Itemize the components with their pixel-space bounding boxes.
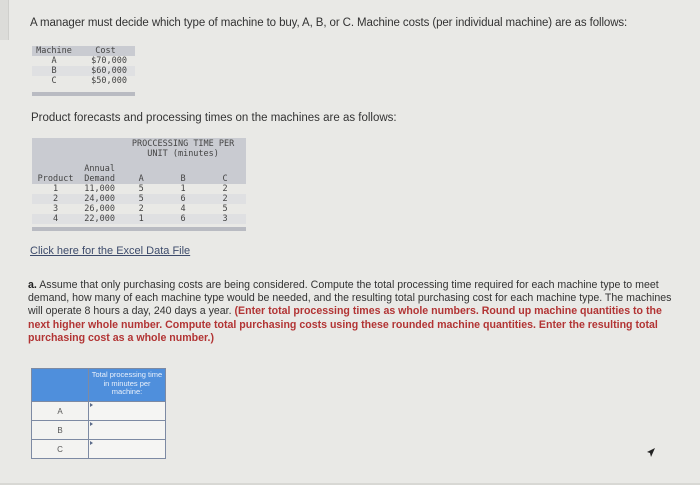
col-header-machine: Machine <box>32 46 76 56</box>
time-a-cell: 2 <box>138 204 144 214</box>
demand-cell: 26,000 <box>84 204 115 214</box>
col-header-machine-b: B <box>162 174 204 184</box>
intro-text: A manager must decide which type of machine to buy, A, B, or C. Machine costs (per individual machine) are as follows: <box>30 17 628 29</box>
input-marker-icon <box>90 441 93 445</box>
processing-time-input-b[interactable] <box>89 424 165 438</box>
question-instruction: (Enter total processing times as whole numbers. Round up machine quantities to the next higher whole number. Compute total purchasing costs using these rounded machine quantities. Enter the resulting total purchasing cost as a whole number.) <box>28 305 662 344</box>
machine-cell: C <box>51 76 57 86</box>
col-header-machine-c: C <box>204 174 246 184</box>
table-footer-bar <box>32 92 135 96</box>
group-header-line1: PROCCESSING TIME PER <box>131 139 235 149</box>
time-b-cell: 1 <box>180 184 186 194</box>
processing-time-table <box>32 138 246 224</box>
time-b-cell: 6 <box>162 194 204 204</box>
table-row <box>32 440 166 459</box>
machine-cell: A <box>51 56 57 66</box>
time-c-cell: 5 <box>222 204 228 214</box>
answer-table <box>31 368 166 459</box>
question-part-label: a. <box>28 279 37 291</box>
question-body: Assume that only purchasing costs are being considered. Compute the total processing time required for each machine type to meet demand, how many of each machine type would be needed, and the resulting total purchasing cost for each machine type. The machines will operate 8 hours a day, 240 days a year. <box>28 279 672 318</box>
processing-time-input-a[interactable] <box>89 405 165 419</box>
demand-cell: 22,000 <box>79 214 120 224</box>
cost-cell: $60,000 <box>76 66 135 76</box>
product-cell: 3 <box>52 204 59 214</box>
time-a-cell: 5 <box>138 184 144 194</box>
time-b-cell: 6 <box>162 214 204 224</box>
machine-cell: B <box>32 66 76 76</box>
question-text <box>28 279 678 345</box>
time-c-cell: 3 <box>204 214 246 224</box>
table-row <box>32 184 246 194</box>
col-header-machine-a: A <box>120 174 162 184</box>
product-cell: 4 <box>32 214 79 224</box>
col-header-demand-line2: Demand <box>79 174 120 184</box>
table-row <box>32 204 246 214</box>
col-header-cost: Cost <box>76 46 135 56</box>
time-c-cell: 2 <box>222 184 228 194</box>
demand-cell: 11,000 <box>84 184 115 194</box>
row-label-b: B <box>32 421 89 440</box>
col-header-demand-line1: Annual <box>79 159 120 174</box>
table-row <box>32 214 246 224</box>
time-b-cell: 4 <box>180 204 186 214</box>
cost-cell: $50,000 <box>91 76 127 86</box>
left-edge-panel <box>0 0 9 40</box>
processing-time-input-c[interactable] <box>89 443 165 457</box>
product-cell: 2 <box>32 194 79 204</box>
excel-data-file-link[interactable]: Click here for the Excel Data File <box>30 245 191 257</box>
time-c-cell: 2 <box>204 194 246 204</box>
table-footer-bar <box>32 227 246 231</box>
product-cell: 1 <box>52 184 59 194</box>
cost-cell: $70,000 <box>91 56 127 66</box>
table-row <box>32 66 135 76</box>
time-a-cell: 1 <box>120 214 162 224</box>
row-label-c: C <box>32 440 89 459</box>
table-row <box>32 76 135 86</box>
forecast-text: Product forecasts and processing times on the machines are as follows: <box>31 112 397 124</box>
table-row <box>32 421 166 440</box>
col-header-product: Product <box>32 174 79 184</box>
input-marker-icon <box>90 403 93 407</box>
table-row <box>32 194 246 204</box>
answer-header: Total processing time in minutes per machine: <box>89 369 166 402</box>
time-a-cell: 5 <box>120 194 162 204</box>
machine-cost-table <box>32 46 135 86</box>
table-row <box>32 56 135 66</box>
table-row <box>32 402 166 421</box>
row-label-a: A <box>32 402 89 421</box>
group-header-line2: UNIT (minutes) <box>147 149 219 159</box>
mouse-pointer-icon <box>646 447 656 459</box>
demand-cell: 24,000 <box>79 194 120 204</box>
input-marker-icon <box>90 422 93 426</box>
